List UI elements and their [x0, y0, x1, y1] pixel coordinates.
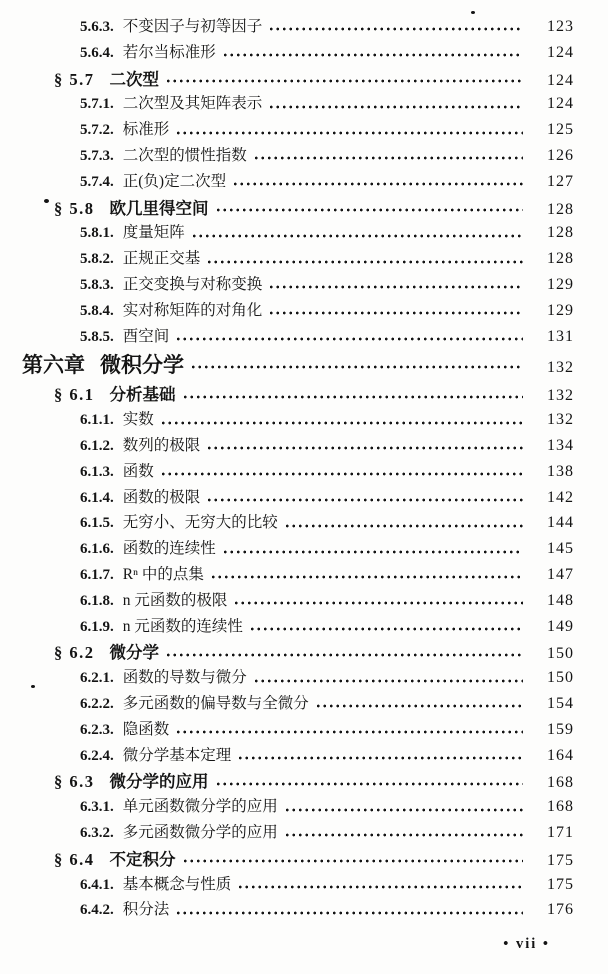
entry-number: § 6.3 — [54, 772, 95, 792]
dot-leader — [206, 246, 523, 272]
dot-leader — [284, 510, 523, 536]
toc-entry-row — [0, 220, 574, 246]
entry-number: 6.1.3. — [80, 463, 114, 480]
entry-title: 二次型的惯性指数 — [122, 146, 247, 164]
dot-leader — [206, 485, 523, 511]
dot-leader — [165, 639, 523, 665]
entry-title: 微分学基本定理 — [122, 746, 232, 764]
entry-number: 5.8.4. — [80, 302, 114, 319]
entry-number: 6.3.1. — [80, 799, 114, 816]
toc-entry-row — [0, 510, 574, 536]
entry-title: 微分学 — [109, 643, 159, 663]
dot-leader — [232, 169, 523, 195]
entry-number: 5.8.2. — [80, 251, 114, 268]
entry-number: 6.1.2. — [80, 437, 114, 454]
toc-entry-row — [0, 407, 574, 433]
entry-page-number: 175 — [547, 875, 574, 893]
entry-number: 6.1.7. — [80, 566, 114, 583]
scan-artifact-dot — [31, 685, 35, 688]
entry-number: 5.7.4. — [80, 173, 114, 190]
entry-page-number: 142 — [547, 488, 574, 506]
entry-number: 6.1.6. — [80, 541, 114, 558]
entry-page-number: 145 — [547, 540, 574, 558]
entry-number: 6.1.1. — [80, 412, 114, 429]
entry-number: 5.8.3. — [80, 276, 114, 293]
entry-page-number: 168 — [547, 774, 574, 792]
entry-title: 正(负)定二次型 — [122, 172, 227, 190]
toc-entry-row — [0, 272, 574, 298]
toc-entry-row — [0, 246, 574, 272]
dot-leader — [175, 897, 523, 923]
entry-number: 6.1.5. — [80, 515, 114, 532]
entry-number: 6.2.2. — [80, 695, 114, 712]
dot-leader — [222, 40, 523, 66]
entry-page-number: 150 — [547, 645, 574, 663]
entry-page-number: 175 — [547, 851, 574, 869]
toc-entry-row — [0, 91, 574, 117]
toc-entry-row — [0, 298, 574, 324]
entry-title: n 元函数的连续性 — [122, 617, 243, 635]
dot-leader — [182, 846, 524, 872]
dot-leader — [253, 665, 523, 691]
entry-title: 欧几里得空间 — [109, 198, 209, 218]
entry-title: 实对称矩阵的对角化 — [122, 301, 263, 319]
entry-number: § 6.2 — [54, 643, 95, 663]
entry-page-number: 168 — [547, 798, 574, 816]
dot-leader — [237, 743, 523, 769]
entry-page-number: 132 — [547, 359, 574, 377]
entry-title: 无穷小、无穷大的比较 — [122, 514, 278, 532]
entry-page-number: 126 — [547, 146, 574, 164]
entry-number: 5.6.4. — [80, 44, 114, 61]
page-footer: • vii • — [503, 936, 550, 952]
dot-leader — [249, 614, 523, 640]
toc-entry-row — [0, 324, 574, 350]
dot-leader — [215, 195, 524, 221]
entry-title: 函数的连续性 — [122, 540, 216, 558]
entry-page-number: 138 — [547, 462, 574, 480]
dot-leader — [268, 298, 523, 324]
entry-page-number: 176 — [547, 901, 574, 919]
dot-leader — [268, 91, 523, 117]
scan-artifact-dot — [44, 199, 49, 203]
toc-entry-row — [0, 117, 574, 143]
dot-leader — [160, 407, 523, 433]
entry-page-number: 128 — [547, 250, 574, 268]
dot-leader — [222, 536, 523, 562]
toc-entry-row — [0, 14, 574, 40]
entry-title: 微积分学 — [100, 353, 184, 378]
dot-leader — [191, 220, 523, 246]
toc-entry-row — [0, 717, 574, 743]
entry-page-number: 132 — [547, 411, 574, 429]
entry-number: 6.2.4. — [80, 747, 114, 764]
toc-section-row — [0, 66, 574, 92]
entry-page-number: 132 — [547, 387, 574, 405]
dot-leader — [233, 588, 523, 614]
entry-number: 5.7.1. — [80, 96, 114, 113]
toc-entry-row — [0, 820, 574, 846]
entry-title: 积分法 — [122, 901, 170, 919]
entry-page-number: 144 — [547, 514, 574, 532]
dot-leader — [175, 117, 523, 143]
entry-page-number: 128 — [547, 200, 574, 218]
entry-title: 函数的导数与微分 — [122, 669, 247, 687]
entry-title: 数列的极限 — [122, 436, 201, 454]
entry-number: 6.1.4. — [80, 489, 114, 506]
toc-section-row — [0, 846, 574, 872]
dot-leader — [210, 562, 523, 588]
dot-leader — [284, 820, 523, 846]
toc-entry-row — [0, 614, 574, 640]
entry-title: 微分学的应用 — [109, 772, 209, 792]
dot-leader — [175, 717, 523, 743]
entry-number: 第六章 — [22, 353, 85, 378]
toc-entry-row — [0, 872, 574, 898]
entry-page-number: 147 — [547, 565, 574, 583]
entry-number: § 6.1 — [54, 385, 95, 405]
dot-leader — [268, 14, 523, 40]
entry-page-number: 131 — [547, 327, 574, 345]
entry-number: 5.7.2. — [80, 122, 114, 139]
entry-number: 6.1.8. — [80, 592, 114, 609]
toc-entry-row — [0, 691, 574, 717]
dot-leader — [237, 872, 523, 898]
dot-leader — [315, 691, 523, 717]
toc-entry-row — [0, 562, 574, 588]
entry-number: 5.6.3. — [80, 19, 114, 35]
entry-page-number: 159 — [547, 720, 574, 738]
dot-leader — [253, 143, 523, 169]
entry-title: 函数的极限 — [122, 488, 201, 506]
entry-title: 不变因子与初等因子 — [122, 18, 263, 35]
entry-title: 标准形 — [122, 121, 170, 139]
dot-leader — [175, 324, 523, 350]
dot-leader — [206, 433, 523, 459]
dot-leader — [165, 66, 523, 92]
entry-title: 度量矩阵 — [122, 224, 185, 242]
dot-leader — [284, 794, 523, 820]
entry-number: 5.8.5. — [80, 328, 114, 345]
entry-number: 5.8.1. — [80, 225, 114, 242]
toc-entry-row — [0, 169, 574, 195]
entry-title: 不定积分 — [109, 849, 176, 869]
toc-entry-row — [0, 143, 574, 169]
entry-page-number: 124 — [547, 43, 574, 61]
toc-entry-row — [0, 485, 574, 511]
entry-page-number: 124 — [547, 95, 574, 113]
toc-entry-row — [0, 459, 574, 485]
entry-number: 6.2.3. — [80, 721, 114, 738]
entry-number: 6.4.2. — [80, 902, 114, 919]
entry-number: § 5.8 — [54, 198, 95, 218]
toc-chapter-row — [0, 349, 574, 381]
entry-number: § 5.7 — [54, 69, 95, 89]
dot-leader — [215, 768, 524, 794]
entry-title: 函数 — [122, 462, 154, 480]
entry-title: 二次型及其矩阵表示 — [122, 95, 263, 113]
entry-title: 多元函数微分学的应用 — [122, 823, 278, 841]
toc-entry-row — [0, 588, 574, 614]
entry-number: § 6.4 — [54, 849, 95, 869]
entry-page-number: 127 — [547, 172, 574, 190]
entry-title: 酉空间 — [122, 327, 170, 345]
entry-page-number: 124 — [547, 71, 574, 89]
toc-entry-row — [0, 743, 574, 769]
dot-leader — [268, 272, 523, 298]
entry-page-number: 134 — [547, 436, 574, 454]
entry-number: 5.7.3. — [80, 147, 114, 164]
toc-list — [0, 14, 608, 923]
entry-number: 6.3.2. — [80, 824, 114, 841]
toc-entry-row — [0, 40, 574, 66]
entry-page-number: 164 — [547, 746, 574, 764]
entry-number: 6.4.1. — [80, 876, 114, 893]
entry-page-number: 148 — [547, 591, 574, 609]
entry-page-number: 128 — [547, 224, 574, 242]
entry-page-number: 154 — [547, 694, 574, 712]
entry-title: 隐函数 — [122, 720, 170, 738]
entry-title: 基本概念与性质 — [122, 875, 232, 893]
entry-page-number: 149 — [547, 617, 574, 635]
entry-title: 正规正交基 — [122, 250, 201, 268]
dot-leader — [160, 459, 523, 485]
toc-section-row — [0, 639, 574, 665]
entry-title: 二次型 — [109, 69, 159, 89]
toc-entry-row — [0, 433, 574, 459]
entry-page-number: 129 — [547, 275, 574, 293]
toc-entry-row — [0, 665, 574, 691]
entry-number: 6.1.9. — [80, 618, 114, 635]
dot-leader — [190, 349, 523, 381]
entry-title: 若尔当标准形 — [122, 43, 216, 61]
dot-leader — [182, 381, 524, 407]
scan-artifact-dot — [471, 11, 475, 14]
entry-title: 单元函数微分学的应用 — [122, 798, 278, 816]
entry-page-number: 129 — [547, 301, 574, 319]
entry-title: n 元函数的极限 — [122, 591, 228, 609]
entry-title: 分析基础 — [109, 385, 176, 405]
toc-entry-row — [0, 536, 574, 562]
entry-page-number: 150 — [547, 669, 574, 687]
entry-title: Rⁿ 中的点集 — [122, 565, 204, 583]
entry-number: 6.2.1. — [80, 670, 114, 687]
toc-section-row — [0, 381, 574, 407]
entry-title: 正交变换与对称变换 — [122, 275, 263, 293]
entry-page-number: 171 — [547, 823, 574, 841]
toc-section-row — [0, 768, 574, 794]
toc-entry-row — [0, 794, 574, 820]
entry-page-number: 125 — [547, 121, 574, 139]
entry-title: 多元函数的偏导数与全微分 — [122, 694, 309, 712]
entry-page-number: 123 — [547, 18, 574, 35]
entry-title: 实数 — [122, 411, 154, 429]
toc-entry-row — [0, 897, 574, 923]
toc-section-row — [0, 195, 574, 221]
